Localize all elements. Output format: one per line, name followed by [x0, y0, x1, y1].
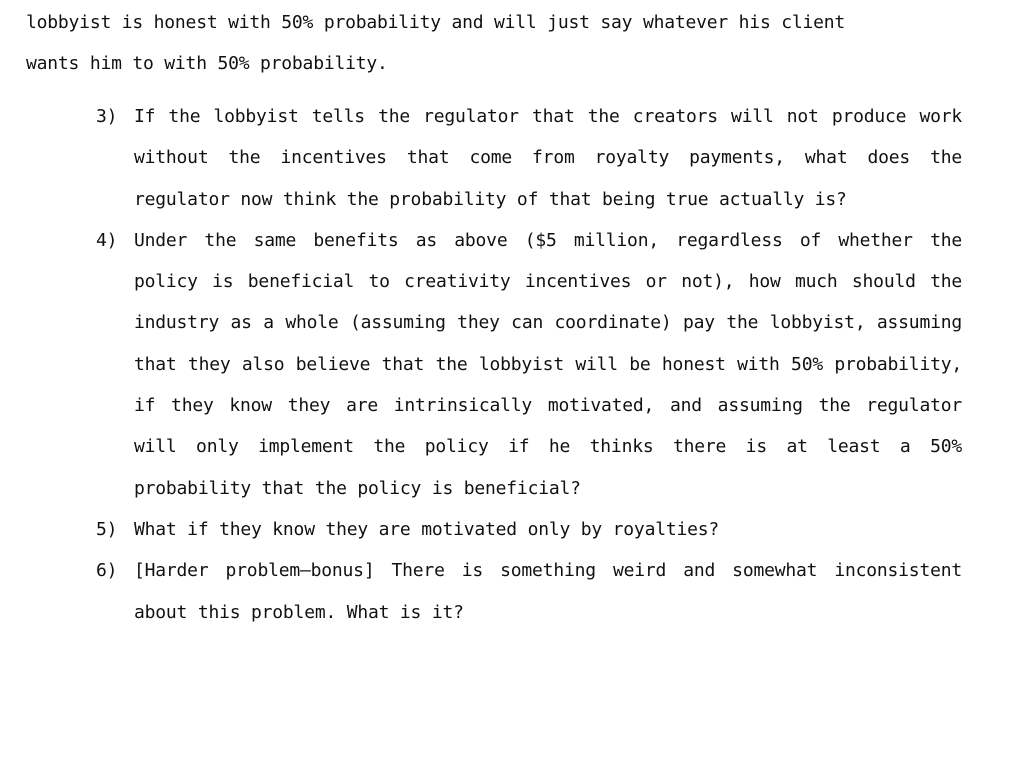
question-list	[96, 96, 962, 633]
question-number: 6)	[96, 560, 118, 582]
question-3	[96, 96, 962, 220]
question-text: What if they know they are motivated only by royalties?	[134, 518, 720, 540]
question-4	[96, 220, 962, 509]
question-text: Under the same benefits as above ($5 million, regardless of whether the policy is beneficial to creativity incentives or not), how much should the industry as a whole (assuming they can coordinate) pay the lobbyist, assuming that they also believe that the lobbyist will be honest with 50% probability, if they know they are intrinsically motivated, and assuming the regulator will only implement the policy if he thinks there is at least a 50% probability that the policy is beneficial?	[134, 229, 962, 499]
question-number: 3)	[96, 106, 118, 127]
intro-paragraph	[26, 2, 962, 84]
question-text: If the lobbyist tells the regulator that the creators will not produce work without the incentives that come from royalty payments, what does the regulator now think the probability of that being true actually is?	[134, 106, 962, 210]
question-number: 5)	[96, 518, 118, 540]
intro-line-1: lobbyist is honest with 50% probability and will just say whatever his client	[26, 12, 846, 33]
question-text: [Harder problem—bonus] There is something weird and somewhat inconsistent about this problem. What is it?	[134, 560, 962, 623]
question-6	[96, 550, 962, 633]
question-5	[96, 509, 962, 550]
question-number: 4)	[96, 229, 118, 251]
intro-line-2: wants him to with 50% probability.	[26, 53, 388, 74]
